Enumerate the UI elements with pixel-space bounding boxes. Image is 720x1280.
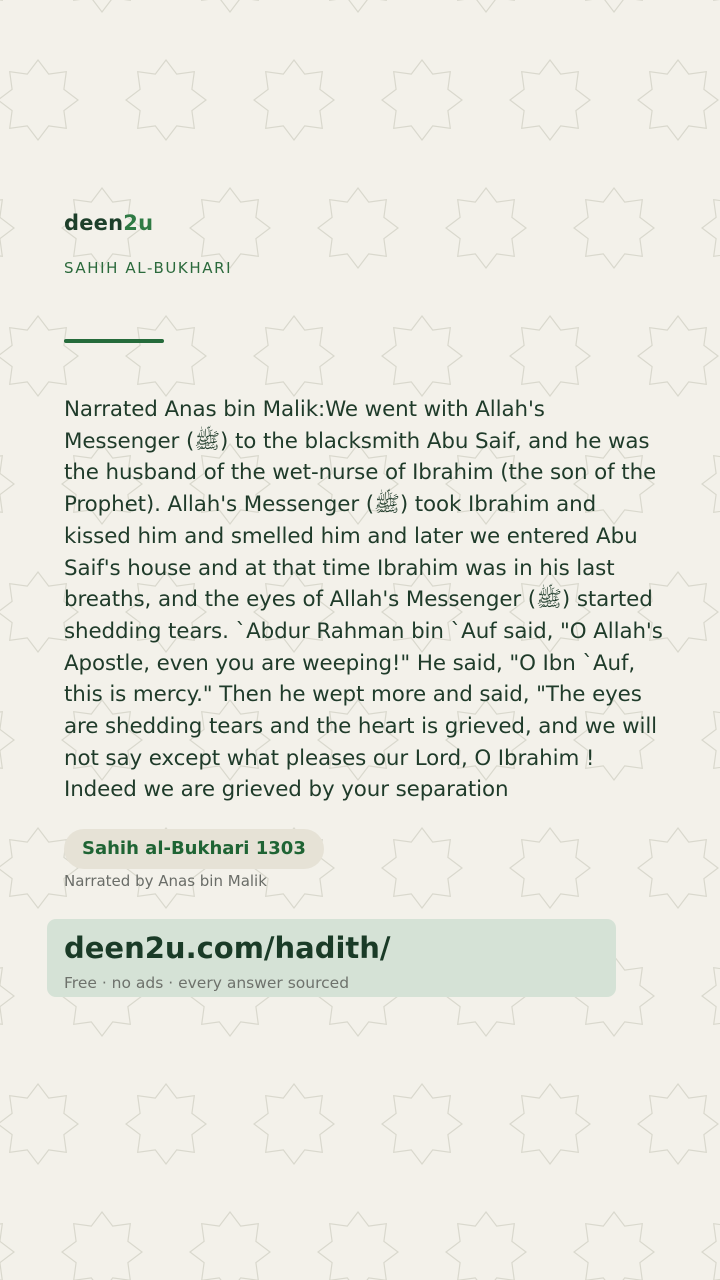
site-tagline: Free · no ads · every answer sourced — [64, 974, 350, 992]
collection-label: SAHIH AL-BUKHARI — [64, 259, 233, 277]
divider — [64, 339, 164, 343]
site-link-card[interactable] — [47, 919, 616, 997]
brand-logo — [64, 211, 153, 235]
site-url[interactable]: deen2u.com/hadith/ — [64, 931, 391, 965]
brand-name-accent: 2u — [123, 211, 154, 235]
reference-badge: Sahih al-Bukhari 1303 — [64, 829, 324, 869]
narrator-text: Narrated by Anas bin Malik — [64, 872, 267, 890]
hadith-text: Narrated Anas bin Malik:We went with Allah's Messenger (ﷺ) to the blacksmith Abu Saif, and he was the husband of the wet-nurse of Ibrahim (the son of the Prophet). Allah's Messenger (ﷺ) took Ibrahim and kissed him and smelled him and later we entered Abu Saif's house and at that time Ibrahim was in his last breaths, and the eyes of Allah's Messenger (ﷺ) started shedding tears. `Abdur Rahman bin `Auf said, "O Allah's Apostle, even you are weeping!" He said, "O Ibn `Auf, this is mercy." Then he wept more and said, "The eyes are shedding tears and the heart is grieved, and we will not say except what pleases our Lord, O Ibrahim ! Indeed we are grieved by your separation — [64, 397, 663, 803]
brand-name-main: deen — [64, 211, 124, 235]
